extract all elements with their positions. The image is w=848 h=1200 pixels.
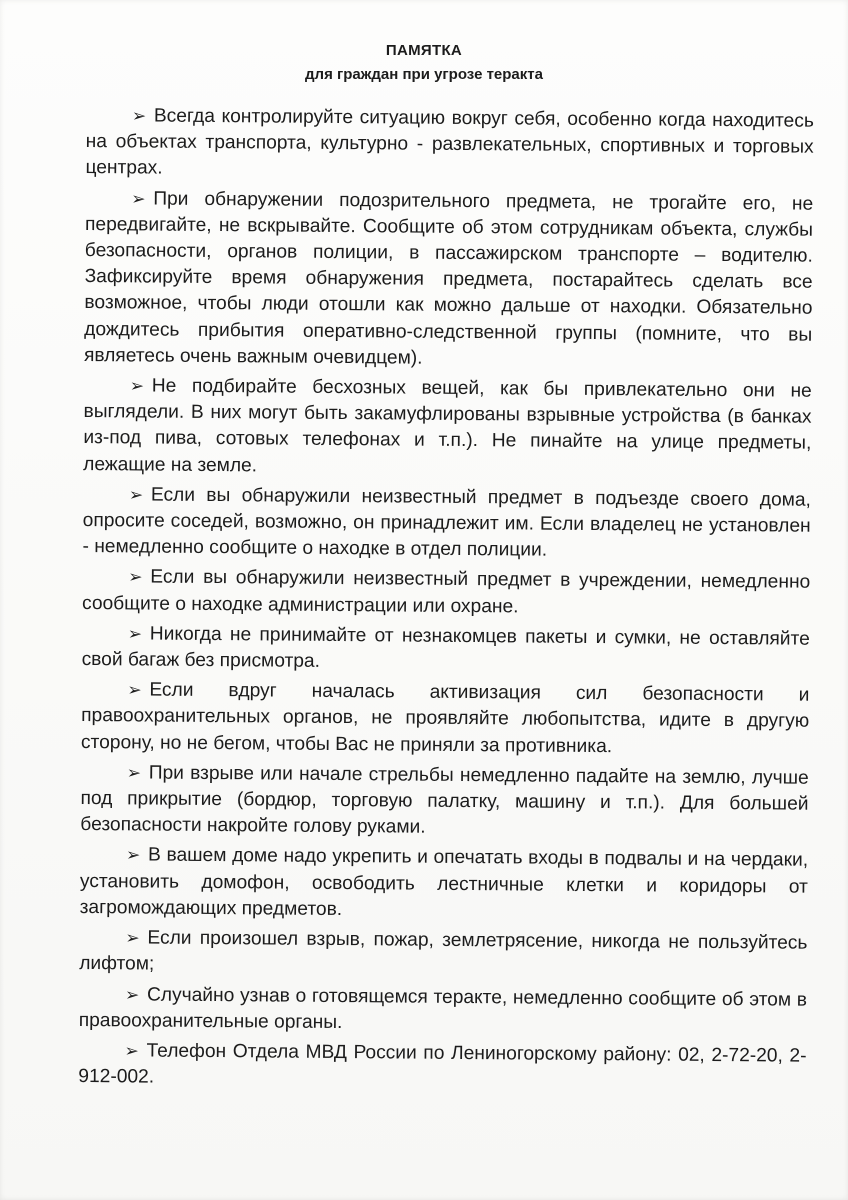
- list-item-text: Случайно узнав о готовящемся теракте, немедленно сообщите об этом в правоохранительные органы.: [78, 984, 808, 1033]
- list-item: [82, 564, 810, 622]
- instructions-list: [78, 103, 814, 1100]
- list-item: [83, 373, 812, 484]
- list-item-text: Если вдруг началась активизация сил безопасности и правоохранительных органов, не проявляйте любопытства, идите в другую сторону, но не бегом, чтобы Вас не приняли за противника.: [80, 679, 810, 757]
- arrowhead-bullet-icon: ➢: [131, 106, 147, 126]
- list-item: [81, 677, 810, 761]
- document-subtitle: для граждан при угрозе теракта: [305, 66, 543, 83]
- arrowhead-bullet-icon: ➢: [124, 1041, 139, 1061]
- list-item-text: Никогда не принимайте от незнакомцев пакеты и сумки, не оставляйте свой багаж без присмотра.: [81, 623, 810, 672]
- list-item: [82, 482, 811, 566]
- list-item-text: Не подбирайте бесхозных вещей, как бы привлекательно они не выглядели. В них могут быть закамуфлированы взрывные устройства (в банках из-под пива, сотовых телефонах и т.п.). Не пинайте на улице предметы, лежащие на земле.: [83, 375, 812, 476]
- arrowhead-bullet-icon: ➢: [129, 376, 145, 396]
- list-item-text: При обнаружении подозрительного предмета, не трогайте его, не передвигайте, не вскрывайте. Сообщите об этом сотрудникам объекта, службы безопасности, органов полиции, в пассажирском транспорте – водителю. Зафиксируйте время обнаружения предмета, постарайтесь сделать все возможное, чтобы люди отошли как можно дальше от находки. Обязательно дождитесь прибытия оперативно-следственной группы (помните, что вы являетесь очень важным очевидцем).: [83, 188, 814, 369]
- arrowhead-bullet-icon: ➢: [127, 680, 142, 700]
- list-item-text: Если произошел взрыв, пожар, землетрясение, никогда не пользуйтесь лифтом;: [79, 927, 808, 975]
- list-item: [79, 925, 807, 983]
- list-item-text: Если вы обнаружили неизвестный предмет в подъезде своего дома, опросите соседей, возможно, он принадлежит им. Если владелец не установлен - немедленно сообщите о находке в отдел полиции.: [82, 484, 811, 561]
- arrowhead-bullet-icon: ➢: [128, 485, 144, 505]
- list-item-text: Всегда контролируйте ситуацию вокруг себя, особенно когда находитесь на объектах транспорта, культурно - развлекательных, спортивных и торговых центрах.: [85, 105, 814, 180]
- list-item: [80, 760, 809, 844]
- list-item: [85, 103, 814, 187]
- arrowhead-bullet-icon: ➢: [128, 567, 143, 587]
- list-item-text: Если вы обнаружили неизвестный предмет в учреждении, немедленно сообщите о находке администрации или охране.: [81, 566, 811, 618]
- arrowhead-bullet-icon: ➢: [131, 188, 146, 209]
- arrowhead-bullet-icon: ➢: [124, 984, 140, 1004]
- arrowhead-bullet-icon: ➢: [127, 624, 143, 644]
- list-item-text: В вашем доме надо укрепить и опечатать входы в подвалы и на чердаки, установить домофон, освободить лестничные клетки и коридоры от загромождающих предметов.: [79, 844, 809, 920]
- arrowhead-bullet-icon: ➢: [126, 845, 141, 865]
- list-item: [78, 1038, 806, 1096]
- list-item-text: Телефон Отдела МВД России по Лениногорскому району: 02, 2-72-20, 2-912-002.: [78, 1040, 807, 1088]
- list-item: [79, 981, 807, 1039]
- list-item: [82, 621, 810, 679]
- arrowhead-bullet-icon: ➢: [125, 928, 140, 948]
- document-title: ПАМЯТКА: [385, 42, 463, 59]
- arrowhead-bullet-icon: ➢: [126, 763, 142, 783]
- list-item: [80, 842, 809, 926]
- list-item: [84, 186, 813, 375]
- list-item-text: При взрыве или начале стрельбы немедленно падайте на землю, лучше под прикрытие (бордюр, торговую палатку, машину и т.п.). Для большей безопасности накройте голову руками.: [80, 762, 809, 838]
